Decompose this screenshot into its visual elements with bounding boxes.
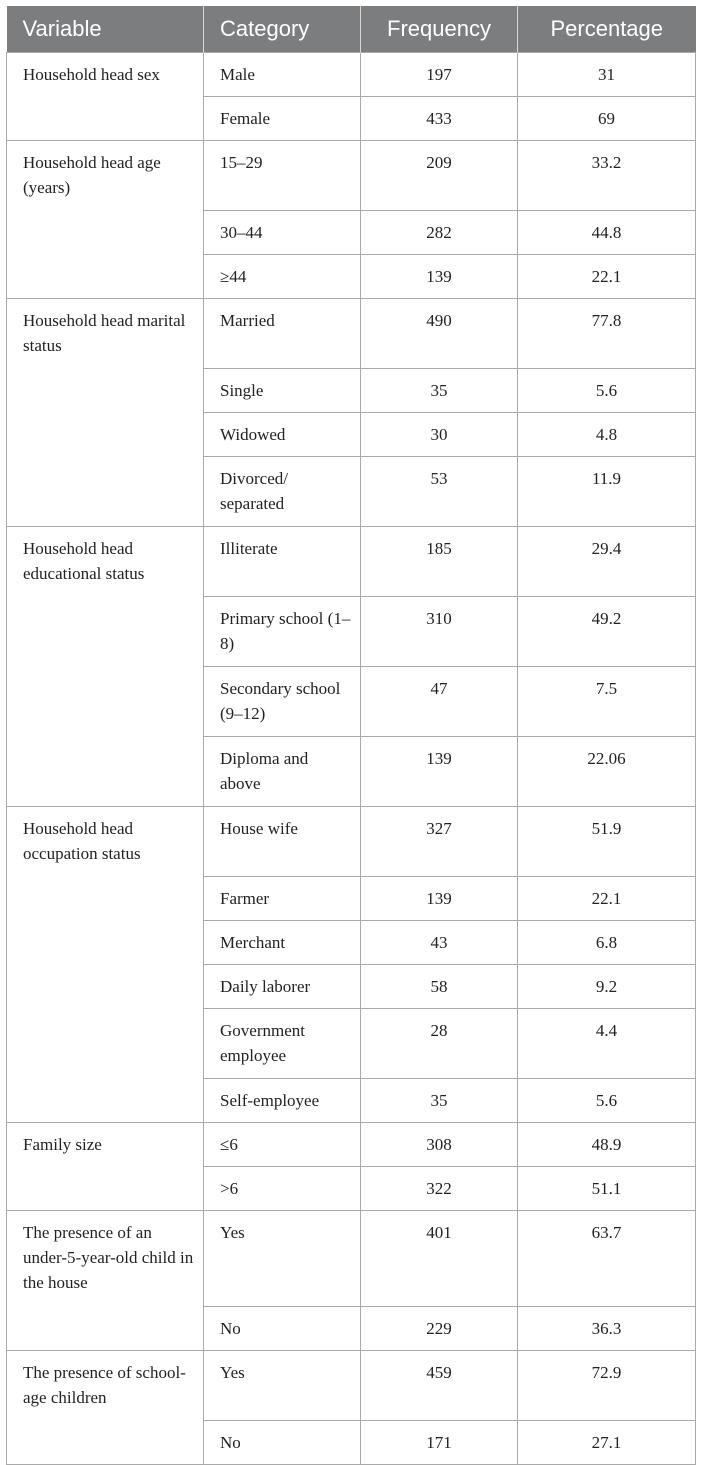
category-cell: Divorced/ separated xyxy=(204,457,361,527)
variable-cell: The presence of an under-5-year-old child in the house xyxy=(7,1211,204,1351)
table-row xyxy=(7,53,696,97)
frequency-cell: 35 xyxy=(361,1079,518,1123)
frequency-cell: 47 xyxy=(361,667,518,737)
frequency-cell: 322 xyxy=(361,1167,518,1211)
frequency-cell: 35 xyxy=(361,369,518,413)
variable-cell: Household head occupation status xyxy=(7,807,204,1123)
percentage-cell: 6.8 xyxy=(518,921,696,965)
frequency-cell: 310 xyxy=(361,597,518,667)
header-category: Category xyxy=(204,6,361,53)
header-row xyxy=(7,6,696,53)
category-cell: >6 xyxy=(204,1167,361,1211)
category-cell: Diploma and above xyxy=(204,737,361,807)
percentage-cell: 4.8 xyxy=(518,413,696,457)
percentage-cell: 9.2 xyxy=(518,965,696,1009)
category-cell: Secondary school (9–12) xyxy=(204,667,361,737)
frequency-cell: 209 xyxy=(361,141,518,211)
frequency-cell: 28 xyxy=(361,1009,518,1079)
percentage-cell: 27.1 xyxy=(518,1421,696,1465)
header-percentage: Percentage xyxy=(518,6,696,53)
frequency-cell: 459 xyxy=(361,1351,518,1421)
category-cell: No xyxy=(204,1421,361,1465)
header-variable: Variable xyxy=(7,6,204,53)
variable-cell: The presence of school-age children xyxy=(7,1351,204,1465)
category-cell: No xyxy=(204,1307,361,1351)
category-cell: Government employee xyxy=(204,1009,361,1079)
variable-cell: Household head educational status xyxy=(7,527,204,807)
variable-cell: Household head sex xyxy=(7,53,204,141)
table-row xyxy=(7,527,696,597)
percentage-cell: 22.06 xyxy=(518,737,696,807)
category-cell: 15–29 xyxy=(204,141,361,211)
table-row xyxy=(7,1351,696,1421)
category-cell: ≤6 xyxy=(204,1123,361,1167)
percentage-cell: 72.9 xyxy=(518,1351,696,1421)
percentage-cell: 33.2 xyxy=(518,141,696,211)
percentage-cell: 48.9 xyxy=(518,1123,696,1167)
frequency-cell: 43 xyxy=(361,921,518,965)
percentage-cell: 44.8 xyxy=(518,211,696,255)
table-row xyxy=(7,141,696,211)
frequency-cell: 282 xyxy=(361,211,518,255)
frequency-cell: 229 xyxy=(361,1307,518,1351)
frequency-cell: 139 xyxy=(361,877,518,921)
table-row xyxy=(7,299,696,369)
variable-cell: Household head age (years) xyxy=(7,141,204,299)
frequency-cell: 139 xyxy=(361,255,518,299)
percentage-cell: 4.4 xyxy=(518,1009,696,1079)
percentage-cell: 69 xyxy=(518,97,696,141)
category-cell: Yes xyxy=(204,1351,361,1421)
frequency-cell: 58 xyxy=(361,965,518,1009)
percentage-cell: 31 xyxy=(518,53,696,97)
category-cell: 30–44 xyxy=(204,211,361,255)
category-cell: House wife xyxy=(204,807,361,877)
category-cell: Merchant xyxy=(204,921,361,965)
header-frequency: Frequency xyxy=(361,6,518,53)
frequency-cell: 30 xyxy=(361,413,518,457)
frequency-cell: 185 xyxy=(361,527,518,597)
category-cell: Single xyxy=(204,369,361,413)
table-row xyxy=(7,1211,696,1307)
frequency-cell: 53 xyxy=(361,457,518,527)
data-table xyxy=(6,6,696,1465)
percentage-cell: 49.2 xyxy=(518,597,696,667)
percentage-cell: 63.7 xyxy=(518,1211,696,1307)
percentage-cell: 22.1 xyxy=(518,877,696,921)
frequency-cell: 401 xyxy=(361,1211,518,1307)
category-cell: Male xyxy=(204,53,361,97)
table-row xyxy=(7,1123,696,1167)
variable-cell: Household head marital status xyxy=(7,299,204,527)
percentage-cell: 7.5 xyxy=(518,667,696,737)
frequency-cell: 327 xyxy=(361,807,518,877)
category-cell: Primary school (1–8) xyxy=(204,597,361,667)
table-row xyxy=(7,807,696,877)
percentage-cell: 29.4 xyxy=(518,527,696,597)
frequency-cell: 308 xyxy=(361,1123,518,1167)
frequency-cell: 490 xyxy=(361,299,518,369)
percentage-cell: 36.3 xyxy=(518,1307,696,1351)
category-cell: Widowed xyxy=(204,413,361,457)
percentage-cell: 51.1 xyxy=(518,1167,696,1211)
category-cell: Illiterate xyxy=(204,527,361,597)
category-cell: Yes xyxy=(204,1211,361,1307)
percentage-cell: 5.6 xyxy=(518,1079,696,1123)
category-cell: Farmer xyxy=(204,877,361,921)
percentage-cell: 51.9 xyxy=(518,807,696,877)
category-cell: Self-employee xyxy=(204,1079,361,1123)
category-cell: ≥44 xyxy=(204,255,361,299)
percentage-cell: 5.6 xyxy=(518,369,696,413)
frequency-cell: 139 xyxy=(361,737,518,807)
category-cell: Married xyxy=(204,299,361,369)
frequency-cell: 197 xyxy=(361,53,518,97)
category-cell: Daily laborer xyxy=(204,965,361,1009)
percentage-cell: 77.8 xyxy=(518,299,696,369)
percentage-cell: 11.9 xyxy=(518,457,696,527)
category-cell: Female xyxy=(204,97,361,141)
variable-cell: Family size xyxy=(7,1123,204,1211)
frequency-cell: 433 xyxy=(361,97,518,141)
percentage-cell: 22.1 xyxy=(518,255,696,299)
frequency-cell: 171 xyxy=(361,1421,518,1465)
